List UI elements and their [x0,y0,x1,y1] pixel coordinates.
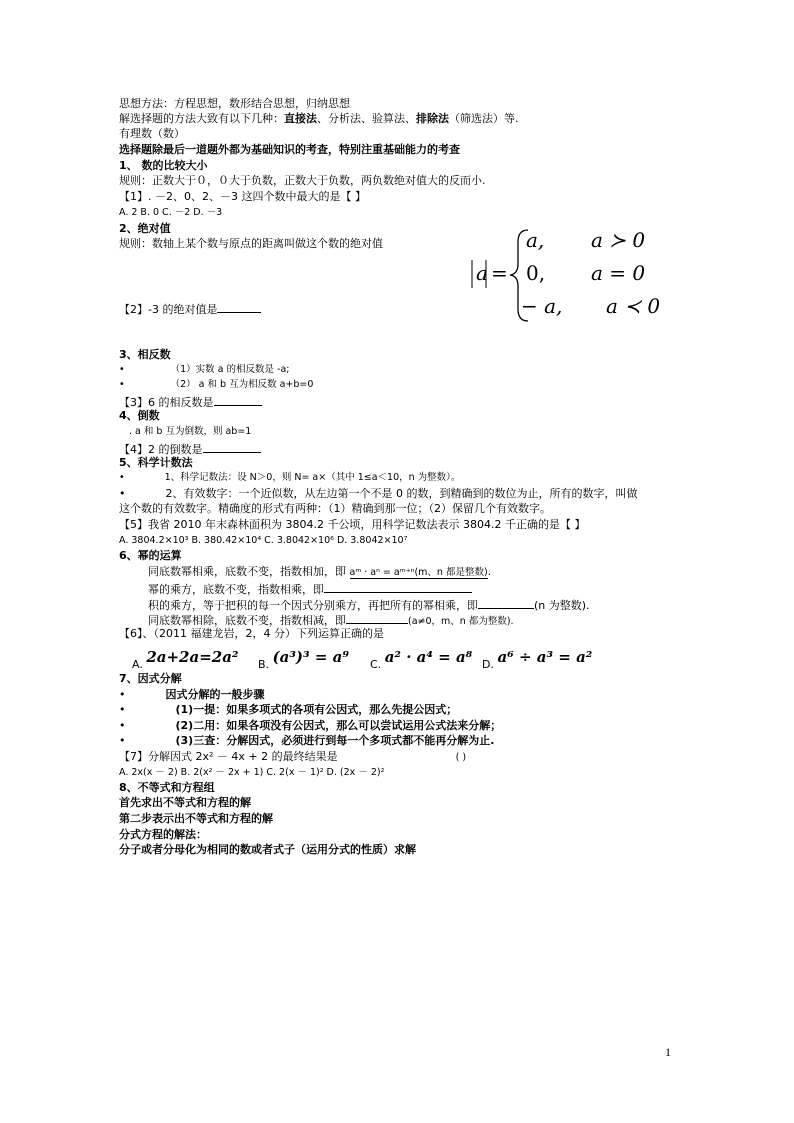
bullet-icon: • [119,688,126,701]
question-3 [119,394,262,409]
option-letter: D. [482,658,494,671]
question-5-options: A. 3804.2×10³ B. 380.42×10⁴ C. 3.8042×10⁶ D. 3.8042×10⁷ [119,535,408,546]
section-2-title: 2、绝对值 [119,222,171,235]
section-2-rule: 规则：数轴上某个数与原点的距离叫做这个数的绝对值 [119,237,383,250]
answer-blank [324,581,472,593]
bullet-icon: • [119,472,125,483]
bullet-icon: • [119,719,126,732]
bullet-icon: • [119,364,125,375]
answer-blank [478,597,534,609]
bullet-text: (1)一提：如果多项式的各项有公因式，那么先提公因式； [175,703,458,716]
solution-methods-line [119,112,519,125]
solution-methods-tail: （筛选法）等. [449,112,519,125]
question-4-text: 【4】2 的倒数是 [119,443,203,456]
question-5: 【5】我省 2010 年末森林面积为 3804.2 千公顷，用科学记数法表示 3804.2 千正确的是【 】 [119,518,586,531]
bullet-icon: • [119,487,126,500]
rule-end: (a≠0，m、n 都为整数). [408,616,514,627]
other-methods: 、分析法、验算法、 [317,112,416,125]
section-8-step-2: 第二步表示出不等式和方程的解 [119,812,273,825]
topic-title: 有理数（数） [119,127,185,140]
question-6-option-a [132,648,239,671]
section-1-rule: 规则：正数大于０，０大于负数，正数大于负数，两负数绝对值大的反而小. [119,174,486,187]
bullet-text: 因式分解的一般步骤 [165,688,265,701]
option-expression: (a³)³ = a⁹ [272,648,349,666]
section-3-bullet-2 [119,378,313,391]
question-6-option-c [370,648,473,671]
bullet-text: 1、科学记数法：设 N＞0，则 N= a×（其中 1≤a＜10，n 为整数）。 [164,472,461,483]
section-8-step-1: 首先求出不等式和方程的解 [119,796,251,809]
thinking-methods: 思想方法：方程思想，数形结合思想，归纳思想 [119,97,350,110]
rule-text: 同底数幂相乘，底数不变，指数相加，即 [148,565,350,578]
rule-end: (n 为整数). [534,599,590,612]
power-rule-2 [148,581,472,596]
section-7-bullet-4 [119,734,494,747]
question-1-options: A. 2 B. 0 C. －2 D. －3 [119,207,223,218]
question-6-option-b [258,648,349,671]
absolute-value-formula: a = a, a ≻ 0 0, a = 0 − a, a ≺ 0 [466,228,666,323]
question-4 [119,441,261,456]
section-5-bullet-2-cont: 这个数的有效数字。精确度的形式有两种：（1）精确到那一位；（2）保留几个有效数字。 [119,502,551,515]
question-6: 【6】、（2011 福建龙岩，2，4 分）下列运算正确的是 [119,627,384,640]
section-7-bullet-1 [119,688,265,701]
bullet-text: 2、有效数字：一个近似数，从左边第一个不是 0 的数，到精确到的数位为止，所有的数字，叫做 [165,487,638,500]
question-2 [119,301,261,316]
method-line [119,97,350,110]
question-7-options: A. 2x(x － 2) B. 2(x² － 2x + 1) C. 2(x － 1)² D. (2x － 2)² [119,767,385,778]
bullet-icon: • [119,703,126,716]
option-letter: C. [370,658,382,671]
emphasis-note: 选择题除最后一道题外都为基础知识的考查，特别注重基础能力的考查 [119,143,460,156]
section-7-bullet-2 [119,703,457,716]
answer-blank [203,441,261,453]
bullet-icon: • [119,379,125,390]
section-7-bullet-3 [119,719,501,732]
bullet-text: （1）实数 a 的相反数是 -a; [170,364,290,375]
reciprocal-rule: . a 和 b 互为倒数，则 ab=1 [129,426,252,437]
option-expression: a² · a⁴ = a⁸ [384,648,473,666]
abs-row-zero-value: 0, [526,261,546,285]
solution-methods-intro: 解选择题的方法大致有以下几种： [119,112,284,125]
section-5-title: 5、科学计数法 [119,456,193,469]
direct-method: 直接法 [284,112,317,125]
abs-row-negative-condition: a ≺ 0 [606,294,661,318]
question-1: 【1】. －2、0、2、－3 这四个数中最大的是【 】 [119,190,366,203]
power-rule-4 [148,612,514,628]
question-7-text: 【7】分解因式 2x² － 4x + 2 的最终结果是 [119,750,338,763]
bullet-text: （2） a 和 b 互为相反数 a+b=0 [170,379,314,390]
answer-paren: ( ) [455,752,467,763]
fraction-equation-method: 分子或者分母化为相同的数或者式子（运用分式的性质）求解 [119,843,416,856]
abs-row-zero-condition: a = 0 [591,261,646,285]
option-expression: 2a+2a=2a² [146,648,239,666]
section-1-title: 1、 数的比较大小 [119,159,208,172]
bullet-text: (2)二用：如果各项没有公因式，那么可以尝试运用公式法来分解； [175,719,502,732]
answer-blank [346,612,408,624]
question-6-option-d [482,648,593,671]
section-5-bullet-1 [119,471,460,484]
power-rule-3 [148,597,590,612]
question-2-text: 【2】-3 的绝对值是 [119,303,218,316]
section-5-bullet-2 [119,487,638,500]
abs-row-negative-value: − a, [521,294,563,318]
bullet-icon: • [119,734,126,747]
section-3-title: 3、相反数 [119,348,171,361]
section-6-title: 6、幂的运算 [119,549,182,562]
page-number: 1 [665,1045,671,1059]
bullet-text: (3)三查：分解因式，必须进行到每一个多项式都不能再分解为止. [175,734,495,747]
abs-row-positive-condition: a ≻ 0 [591,228,646,252]
rule-text: 积的乘方，等于把积的每一个因式分别乘方，再把所有的幂相乘，即 [148,599,478,612]
question-3-text: 【3】6 的相反数是 [119,396,214,409]
rule-text: 幂的乘方，底数不变，指数相乘，即 [148,583,324,596]
rule-end: . [487,565,492,578]
fraction-equation-heading: 分式方程的解法： [119,828,207,841]
option-letter: A. [132,658,143,671]
section-4-title: 4、倒数 [119,409,160,422]
power-rule-1 [148,565,491,579]
section-3-bullet-1 [119,363,290,376]
rule-text: 同底数幂相除，底数不变，指数相减，即 [148,614,346,627]
answer-blank [217,301,261,313]
option-letter: B. [258,658,270,671]
rule-formula: aᵐ · aⁿ = aᵐ⁺ⁿ(m、n 都是整数) [349,567,488,578]
option-expression: a⁶ ÷ a³ = a² [497,648,593,666]
abs-row-positive-value: a, [526,228,545,252]
section-8-title: 8、不等式和方程组 [119,781,215,794]
elimination-method: 排除法 [416,112,449,125]
question-7 [119,750,466,764]
section-7-title: 7、因式分解 [119,672,182,685]
answer-blank [214,394,262,406]
section-4-text [119,425,251,438]
